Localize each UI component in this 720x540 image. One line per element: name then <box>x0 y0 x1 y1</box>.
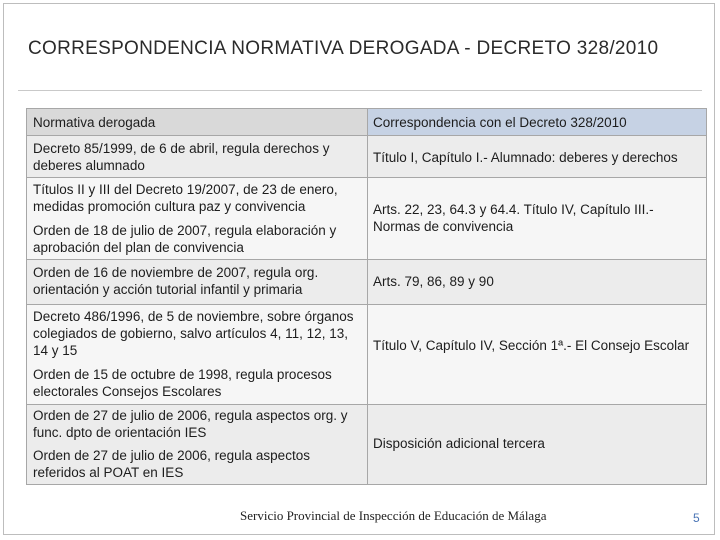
row-3-left-cell: Orden de 16 de noviembre de 2007, regula org. orientación y acción tutorial infantil y primaria <box>33 265 319 297</box>
slide-title: CORRESPONDENCIA NORMATIVA DEROGADA - DECRETO 328/2010 <box>28 38 659 59</box>
row-4-left-item-1: Decreto 486/1996, de 5 de noviembre, sobre órganos colegiados de gobierno, salvo artículos 4, 11, 12, 13, 14 y 15 <box>33 309 354 358</box>
row-1-right-cell: Título I, Capítulo I.- Alumnado: deberes y derechos <box>373 150 678 165</box>
correspondence-table <box>26 108 707 485</box>
row-2-left-item-1: Títulos II y III del Decreto 19/2007, de 23 de enero, medidas promoción cultura paz y convivencia <box>33 182 338 214</box>
page-number: 5 <box>693 511 700 525</box>
row-1-left-cell: Decreto 85/1999, de 6 de abril, regula derechos y deberes alumnado <box>33 141 330 173</box>
header-right-cell: Correspondencia con el Decreto 328/2010 <box>367 109 706 135</box>
row-4-right-cell: Título V, Capítulo IV, Sección 1ª.- El Consejo Escolar <box>373 338 690 353</box>
row-2-left-item-2: Orden de 18 de julio de 2007, regula elaboración y aprobación del plan de convivencia <box>33 223 337 255</box>
row-4-left-item-2: Orden de 15 de octubre de 1998, regula procesos electorales Consejos Escolares <box>33 367 332 399</box>
row-2-right-cell: Arts. 22, 23, 64.3 y 64.4. Título IV, Capítulo III.- Normas de convivencia <box>373 202 654 234</box>
title-divider <box>18 90 702 91</box>
column-divider <box>367 109 368 484</box>
header-left-cell: Normativa derogada <box>33 115 156 130</box>
footer-text: Servicio Provincial de Inspección de Educación de Málaga <box>240 508 547 523</box>
row-5-left-item-2: Orden de 27 de julio de 2006, regula aspectos referidos al POAT en IES <box>33 448 310 480</box>
row-3-right-cell: Arts. 79, 86, 89 y 90 <box>373 274 494 289</box>
row-5-right-cell: Disposición adicional tercera <box>373 436 545 451</box>
row-5-left-item-1: Orden de 27 de julio de 2006, regula aspectos org. y func. dpto de orientación IES <box>33 408 348 440</box>
